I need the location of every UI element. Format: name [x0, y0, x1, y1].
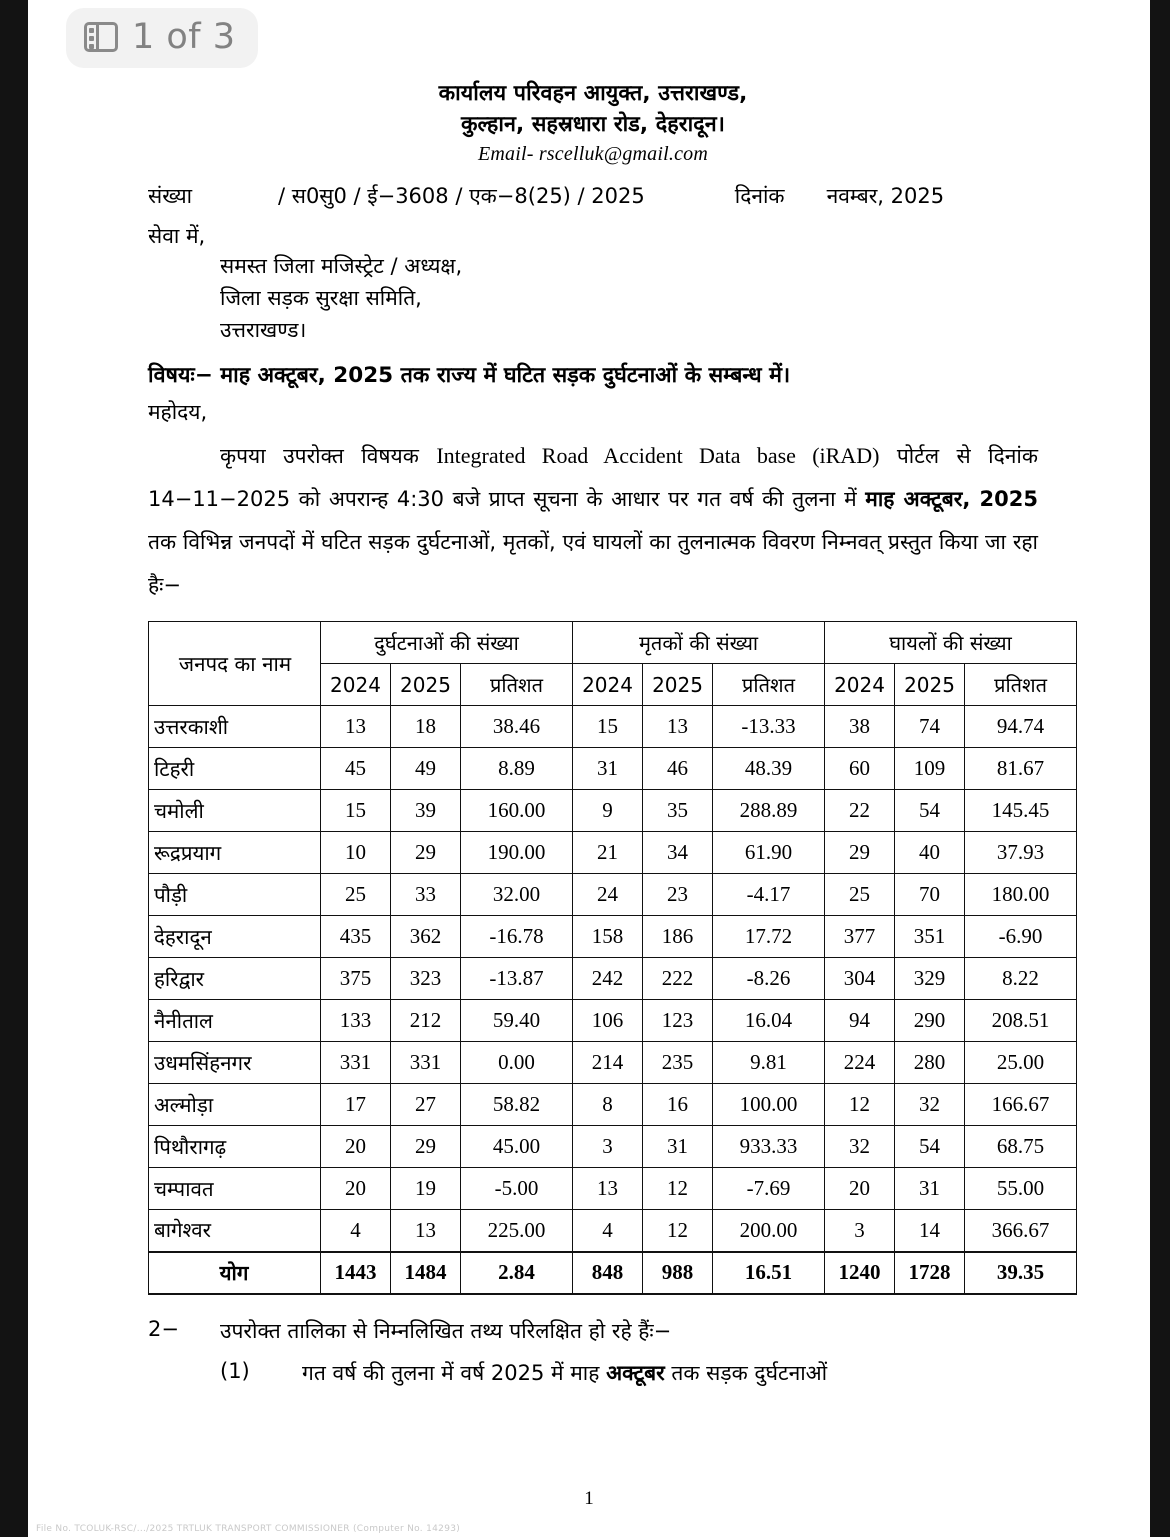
- cell-inj_2024: 20: [825, 1168, 895, 1210]
- cell-acc_pct: 59.40: [461, 1000, 573, 1042]
- table-row: [149, 1168, 1077, 1210]
- cell-inj_2025: 109: [895, 748, 965, 790]
- office-address-line-2: कुल्हान, सहस्रधारा रोड, देहरादून।: [460, 112, 726, 137]
- cell-acc_pct: -13.87: [461, 958, 573, 1000]
- table-body: [149, 706, 1077, 1294]
- cell-dead_pct: -13.33: [713, 706, 825, 748]
- cell-inj_2024: 22: [825, 790, 895, 832]
- cell-acc_2025: 212: [391, 1000, 461, 1042]
- cell-dead_pct: 100.00: [713, 1084, 825, 1126]
- body-text-part-3: पोर्टल से दिनांक 14−11−2025 को अपरान्ह 4:30 बजे प्राप्त सूचना के आधार पर गत वर्ष की तुलना में: [148, 444, 1038, 511]
- cell-acc_pct: 45.00: [461, 1126, 573, 1168]
- cell-inj_pct: 68.75: [965, 1126, 1077, 1168]
- cell-inj_2025: 32: [895, 1084, 965, 1126]
- table-row: [149, 1042, 1077, 1084]
- cell-acc_2024: 13: [321, 706, 391, 748]
- cell-inj_pct: -6.90: [965, 916, 1077, 958]
- accident-statistics-table: [148, 621, 1077, 1295]
- cell-inj_pct: 366.67: [965, 1210, 1077, 1252]
- cell-dead_2024: 24: [573, 874, 643, 916]
- body-text-bold-month: माह अक्टूबर, 2025: [865, 487, 1038, 511]
- cell-inj_2025: 1728: [895, 1252, 965, 1294]
- cell-dead_pct: 61.90: [713, 832, 825, 874]
- cell-dead_2024: 13: [573, 1168, 643, 1210]
- addressee-line: जिला सड़क सुरक्षा समिति,: [220, 286, 422, 310]
- header-inj-2025: 2025: [895, 664, 965, 706]
- cell-dead_pct: -4.17: [713, 874, 825, 916]
- cell-inj_2025: 54: [895, 1126, 965, 1168]
- cell-inj_2024: 377: [825, 916, 895, 958]
- cell-dead_2024: 31: [573, 748, 643, 790]
- cell-dead_2024: 158: [573, 916, 643, 958]
- sub-point-bold-month: अक्टूबर: [606, 1360, 665, 1385]
- cell-dead_2024: 3: [573, 1126, 643, 1168]
- cell-acc_2024: 133: [321, 1000, 391, 1042]
- cell-dead_pct: 200.00: [713, 1210, 825, 1252]
- cell-name: हरिद्वार: [149, 958, 321, 1000]
- reference-label: संख्या: [148, 184, 193, 208]
- cell-dead_2025: 186: [643, 916, 713, 958]
- cell-acc_pct: 58.82: [461, 1084, 573, 1126]
- cell-dead_pct: -8.26: [713, 958, 825, 1000]
- cell-dead_2024: 4: [573, 1210, 643, 1252]
- cell-acc_2024: 1443: [321, 1252, 391, 1294]
- cell-inj_2025: 14: [895, 1210, 965, 1252]
- table-row: [149, 1084, 1077, 1126]
- header-group-accidents: दुर्घटनाओं की संख्या: [321, 622, 573, 664]
- cell-inj_pct: 37.93: [965, 832, 1077, 874]
- cell-dead_2025: 34: [643, 832, 713, 874]
- cell-dead_2025: 35: [643, 790, 713, 832]
- cell-acc_2024: 10: [321, 832, 391, 874]
- cell-acc_2024: 435: [321, 916, 391, 958]
- table-row: [149, 1210, 1077, 1252]
- sub-point-1-number: (1): [220, 1358, 250, 1383]
- header-group-deaths: मृतकों की संख्या: [573, 622, 825, 664]
- cell-inj_pct: 25.00: [965, 1042, 1077, 1084]
- subject-line: विषयः− माह अक्टूबर, 2025 तक राज्य में घटित सड़क दुर्घटनाओं के सम्बन्ध में।: [148, 363, 791, 388]
- cell-acc_2024: 45: [321, 748, 391, 790]
- cell-inj_2024: 29: [825, 832, 895, 874]
- cell-acc_2025: 29: [391, 832, 461, 874]
- header-inj-pct: प्रतिशत: [965, 664, 1077, 706]
- date-label: दिनांक: [734, 184, 785, 208]
- cell-acc_2024: 4: [321, 1210, 391, 1252]
- header-dead-2024: 2024: [573, 664, 643, 706]
- office-email: Email- rscelluk@gmail.com: [477, 143, 709, 165]
- table-row: [149, 874, 1077, 916]
- cell-dead_2025: 31: [643, 1126, 713, 1168]
- page-number-footer: 1: [584, 1488, 594, 1509]
- letterhead: [148, 78, 1038, 166]
- cell-acc_2024: 20: [321, 1168, 391, 1210]
- cell-dead_2025: 23: [643, 874, 713, 916]
- cell-inj_pct: 145.45: [965, 790, 1077, 832]
- header-group-injured: घायलों की संख्या: [825, 622, 1077, 664]
- cell-dead_2024: 8: [573, 1084, 643, 1126]
- reference-row: [148, 182, 1038, 210]
- page-layout-icon: [84, 22, 118, 52]
- header-acc-2024: 2024: [321, 664, 391, 706]
- cell-name: अल्मोड़ा: [149, 1084, 321, 1126]
- table-head: [149, 622, 1077, 706]
- cell-dead_pct: 17.72: [713, 916, 825, 958]
- cell-inj_pct: 180.00: [965, 874, 1077, 916]
- cell-dead_2024: 106: [573, 1000, 643, 1042]
- cell-inj_pct: 55.00: [965, 1168, 1077, 1210]
- date-value: नवम्बर, 2025: [826, 184, 945, 208]
- cell-inj_2024: 12: [825, 1084, 895, 1126]
- cell-dead_pct: 16.51: [713, 1252, 825, 1294]
- cell-acc_pct: 38.46: [461, 706, 573, 748]
- viewer-right-edge: [1150, 0, 1170, 1537]
- cell-acc_2024: 25: [321, 874, 391, 916]
- cell-inj_2025: 31: [895, 1168, 965, 1210]
- cell-name: उधमसिंहनगर: [149, 1042, 321, 1084]
- point-2-number: 2−: [148, 1316, 179, 1341]
- cell-dead_2025: 16: [643, 1084, 713, 1126]
- table-row: [149, 706, 1077, 748]
- point-2-text: उपरोक्त तालिका से निम्नलिखित तथ्य परिलक्षित हो रहे हैंः−: [220, 1318, 672, 1343]
- cell-inj_2024: 1240: [825, 1252, 895, 1294]
- salutation-sir: महोदय,: [148, 400, 208, 424]
- cell-name: योग: [149, 1252, 321, 1294]
- cell-dead_pct: 9.81: [713, 1042, 825, 1084]
- cell-dead_2025: 46: [643, 748, 713, 790]
- header-acc-pct: प्रतिशत: [461, 664, 573, 706]
- cell-dead_pct: 48.39: [713, 748, 825, 790]
- table-total-row: [149, 1252, 1077, 1294]
- cell-acc_pct: 160.00: [461, 790, 573, 832]
- page-indicator-badge[interactable]: [66, 8, 258, 68]
- cell-dead_2025: 12: [643, 1210, 713, 1252]
- cell-acc_pct: -5.00: [461, 1168, 573, 1210]
- cell-acc_pct: 190.00: [461, 832, 573, 874]
- cell-inj_2025: 351: [895, 916, 965, 958]
- cell-inj_2024: 224: [825, 1042, 895, 1084]
- file-reference-stamp: File No. TCOLUK-RSC/.../2025 TRTLUK TRANSPORT COMMISSIONER (Computer No. 14293): [36, 1524, 461, 1534]
- cell-acc_pct: 8.89: [461, 748, 573, 790]
- cell-name: चमोली: [149, 790, 321, 832]
- table-group-header-row: [149, 622, 1077, 664]
- addressee-line: उत्तराखण्ड।: [220, 318, 307, 342]
- table-row: [149, 1000, 1077, 1042]
- cell-inj_2024: 60: [825, 748, 895, 790]
- point-2: [148, 1317, 1038, 1345]
- irad-portal-name: Integrated Road Accident Data base (iRAD): [436, 443, 880, 468]
- cell-acc_2024: 375: [321, 958, 391, 1000]
- cell-acc_pct: -16.78: [461, 916, 573, 958]
- cell-inj_pct: 81.67: [965, 748, 1077, 790]
- salutation-to: सेवा में,: [148, 224, 206, 248]
- cell-acc_2024: 15: [321, 790, 391, 832]
- cell-acc_pct: 32.00: [461, 874, 573, 916]
- table-row: [149, 748, 1077, 790]
- body-paragraph: [148, 434, 1038, 607]
- cell-inj_pct: 94.74: [965, 706, 1077, 748]
- office-name-line-1: कार्यालय परिवहन आयुक्त, उत्तराखण्ड,: [438, 81, 748, 106]
- table-row: [149, 916, 1077, 958]
- cell-acc_2025: 33: [391, 874, 461, 916]
- cell-inj_2025: 54: [895, 790, 965, 832]
- cell-dead_2025: 235: [643, 1042, 713, 1084]
- cell-acc_pct: 2.84: [461, 1252, 573, 1294]
- addressee-block: [220, 250, 1038, 346]
- table-row: [149, 790, 1077, 832]
- cell-acc_2025: 323: [391, 958, 461, 1000]
- cell-inj_pct: 8.22: [965, 958, 1077, 1000]
- cell-name: नैनीताल: [149, 1000, 321, 1042]
- cell-acc_pct: 0.00: [461, 1042, 573, 1084]
- cell-name: पौड़ी: [149, 874, 321, 916]
- body-text-part-1: कृपया उपरोक्त विषयक: [220, 444, 437, 468]
- cell-inj_2024: 3: [825, 1210, 895, 1252]
- header-inj-2024: 2024: [825, 664, 895, 706]
- cell-acc_2025: 29: [391, 1126, 461, 1168]
- cell-name: उत्तरकाशी: [149, 706, 321, 748]
- cell-dead_2025: 12: [643, 1168, 713, 1210]
- cell-acc_2025: 27: [391, 1084, 461, 1126]
- cell-dead_2024: 848: [573, 1252, 643, 1294]
- cell-dead_2025: 123: [643, 1000, 713, 1042]
- cell-inj_2025: 290: [895, 1000, 965, 1042]
- cell-inj_2024: 304: [825, 958, 895, 1000]
- cell-inj_2024: 32: [825, 1126, 895, 1168]
- cell-name: पिथौरागढ़: [149, 1126, 321, 1168]
- cell-dead_2024: 21: [573, 832, 643, 874]
- cell-acc_2025: 49: [391, 748, 461, 790]
- cell-acc_pct: 225.00: [461, 1210, 573, 1252]
- cell-name: रूद्रप्रयाग: [149, 832, 321, 874]
- sub-point-1-text: [302, 1359, 1038, 1387]
- cell-dead_2025: 222: [643, 958, 713, 1000]
- cell-acc_2025: 1484: [391, 1252, 461, 1294]
- cell-acc_2024: 17: [321, 1084, 391, 1126]
- cell-dead_pct: -7.69: [713, 1168, 825, 1210]
- cell-acc_2025: 18: [391, 706, 461, 748]
- viewer-left-edge: [0, 0, 28, 1537]
- cell-inj_pct: 208.51: [965, 1000, 1077, 1042]
- header-district-name: जनपद का नाम: [149, 622, 321, 706]
- letter-content: [148, 78, 1050, 1387]
- cell-inj_2024: 25: [825, 874, 895, 916]
- cell-dead_2025: 13: [643, 706, 713, 748]
- cell-inj_2025: 280: [895, 1042, 965, 1084]
- cell-inj_2025: 40: [895, 832, 965, 874]
- header-acc-2025: 2025: [391, 664, 461, 706]
- header-dead-pct: प्रतिशत: [713, 664, 825, 706]
- sub-point-1: [148, 1359, 1038, 1387]
- cell-name: टिहरी: [149, 748, 321, 790]
- table-row: [149, 958, 1077, 1000]
- addressee-line: समस्त जिला मजिस्ट्रेट / अध्यक्ष,: [220, 254, 463, 278]
- cell-inj_pct: 39.35: [965, 1252, 1077, 1294]
- table-row: [149, 832, 1077, 874]
- cell-inj_2025: 329: [895, 958, 965, 1000]
- header-dead-2025: 2025: [643, 664, 713, 706]
- cell-dead_2025: 988: [643, 1252, 713, 1294]
- reference-number: / स0सु0 / ई−3608 / एक−8(25) / 2025: [278, 184, 645, 208]
- table-row: [149, 1126, 1077, 1168]
- cell-dead_pct: 933.33: [713, 1126, 825, 1168]
- cell-inj_2024: 94: [825, 1000, 895, 1042]
- cell-acc_2025: 13: [391, 1210, 461, 1252]
- cell-dead_2024: 214: [573, 1042, 643, 1084]
- cell-acc_2025: 39: [391, 790, 461, 832]
- body-text-part-5: तक विभिन्न जनपदों में घटित सड़क दुर्घटनाओं, मृतकों, एवं घायलों का तुलनात्मक विवरण निम्नवत् प्रस्तुत किया जा रहा हैः−: [148, 530, 1038, 597]
- cell-acc_2024: 20: [321, 1126, 391, 1168]
- cell-name: बागेश्वर: [149, 1210, 321, 1252]
- cell-dead_2024: 242: [573, 958, 643, 1000]
- document-page: [28, 0, 1150, 1537]
- cell-inj_2025: 74: [895, 706, 965, 748]
- sub-point-text-part-1: गत वर्ष की तुलना में वर्ष 2025 में माह: [302, 1360, 607, 1385]
- cell-dead_pct: 16.04: [713, 1000, 825, 1042]
- cell-inj_2025: 70: [895, 874, 965, 916]
- sub-point-text-part-2: तक सड़क दुर्घटनाओं: [664, 1360, 828, 1385]
- cell-acc_2025: 19: [391, 1168, 461, 1210]
- cell-dead_2024: 9: [573, 790, 643, 832]
- cell-dead_pct: 288.89: [713, 790, 825, 832]
- cell-inj_2024: 38: [825, 706, 895, 748]
- cell-acc_2024: 331: [321, 1042, 391, 1084]
- cell-name: चम्पावत: [149, 1168, 321, 1210]
- page-indicator-label: 1 of 3: [132, 17, 236, 57]
- cell-name: देहरादून: [149, 916, 321, 958]
- cell-acc_2025: 362: [391, 916, 461, 958]
- cell-acc_2025: 331: [391, 1042, 461, 1084]
- cell-inj_pct: 166.67: [965, 1084, 1077, 1126]
- cell-dead_2024: 15: [573, 706, 643, 748]
